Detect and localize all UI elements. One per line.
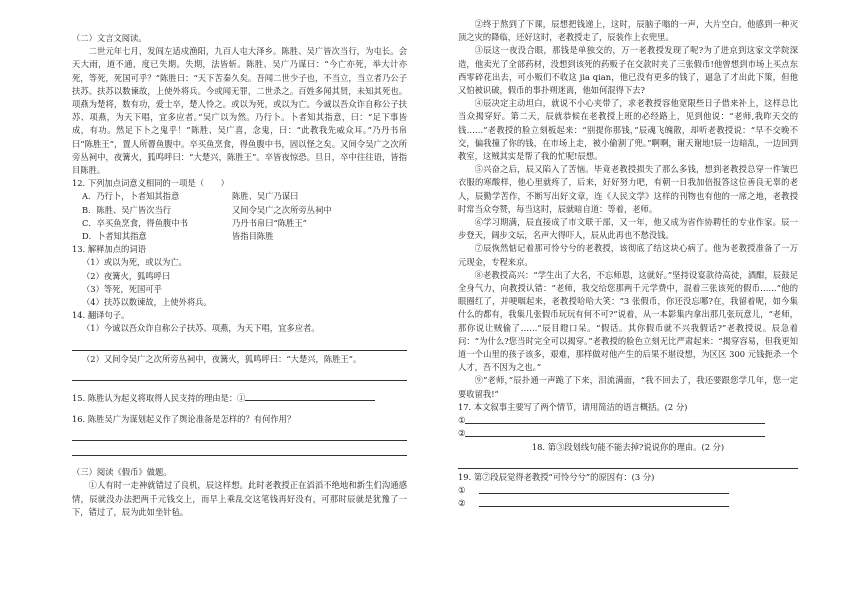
- circled-number: ①: [458, 415, 466, 426]
- q12-option-d-left: D．卜者知其指意: [82, 231, 147, 242]
- q17-answer-1: [458, 414, 798, 427]
- question-15: [72, 391, 407, 405]
- circled-number: ②: [458, 428, 466, 439]
- q19-answer-2: [458, 497, 798, 510]
- answer-blank[interactable]: [245, 391, 375, 401]
- story-paragraph-7: ⑦辰恢然惦记着那可怜兮兮的老教授，该彻底了结这块心病了。他为老教授准备了一万元现金，专程来京。: [458, 243, 798, 267]
- q19-answer-1: [458, 484, 798, 497]
- q14-item-2: （2）又间令吴广之次所旁丛祠中，夜篝火，狐鸣呼曰：“大楚兴，陈胜王”。: [82, 353, 362, 364]
- circled-number: ①: [458, 484, 466, 495]
- q13-item: （3）等死，死国可乎: [82, 283, 162, 294]
- right-column: [458, 18, 798, 510]
- q12-option-a-right: 陈胜、吴广乃谋曰: [232, 191, 299, 202]
- story-paragraph-1: ①人有时一走神就错过了良机，辰这样想。此时老教授正在滔滔不绝地和新生们沟通感情，辰就没办法把两千元钱交上，而早上乘乱交这笔钱再好没有，可那时辰就是犹豫了一下，错过了，辰为此如坐针毡。: [72, 480, 407, 517]
- answer-line[interactable]: [72, 338, 407, 351]
- answer-line[interactable]: [72, 428, 407, 441]
- answer-blank[interactable]: [465, 414, 765, 424]
- q12-option-c: [72, 217, 407, 230]
- question-15-text: 15. 陈胜认为起义将取得人民支持的理由是：①: [72, 392, 246, 403]
- q13-item: （4）扶苏以数谏故，上使外将兵。: [82, 297, 212, 308]
- left-column: [72, 32, 407, 519]
- answer-blank[interactable]: [465, 427, 765, 437]
- answer-line[interactable]: [72, 443, 407, 456]
- answer-blank[interactable]: [479, 497, 729, 507]
- story-paragraph-6: ⑥学习期满，辰直接成了市文联干部，又一年，他又成为省作协聘任的专业作家。辰一步登天，阔步文坛，名声大得吓人，辰从此再也不愁没钱。: [458, 217, 798, 241]
- q12-option-a-left: A．乃行卜，卜者知其指意: [82, 191, 180, 202]
- question-13-stem: 13. 解释加点的词语: [72, 244, 146, 255]
- question-14-stem: 14. 翻译句子。: [72, 310, 130, 321]
- q12-option-b-right: 又间令吴广之次所旁丛祠中: [232, 204, 332, 215]
- q12-option-c-left: C．卒买鱼烹食，得鱼腹中书: [82, 217, 188, 228]
- q13-item: （1）或以为死，或以为亡。: [82, 257, 187, 268]
- q12-option-d-right: 皆指目陈胜: [232, 231, 274, 242]
- answer-line[interactable]: [72, 368, 407, 381]
- section-3-title: （三）阅读《假币》做题。: [72, 467, 172, 478]
- section-2-title: （二）文言文阅读。: [72, 33, 147, 43]
- story-paragraph-9: ⑨“老师，”辰扑通一声跪了下来，泪流满面，“我不回去了，我还要跟您学几年，您一定要收留我!”: [458, 375, 798, 399]
- story-paragraph-4: ④辰决定主动坦白，就说不小心夹带了，求老教授容他宽限些日子借来补上，这样总比当众揭穿好。第二天，辰就恭候在老教授上班的必经路上，见到他说：“老师,我昨天交的钱……”老教授的脸立刻板起来：“别提你那钱，”辰魂飞魄散，却听老教授说：“早不交晚不交，偏我撞了你的钱，在市场上走，被小偷割了兜。”啊啊，谢天谢地!辰一边暗乱，一边回到教室，这贼其实是帮了我的忙呢!辰想。: [458, 98, 798, 162]
- circled-number: ②: [458, 498, 466, 509]
- story-paragraph-2: ②终于熬到了下课，辰想把钱递上，这时，辰脑子嗡的一声，大片空白，他感到一种灭顶之灾的降临，还好这时，老教授走了，辰装作上衣兜里。: [458, 19, 798, 43]
- q12-option-a: [72, 190, 407, 203]
- question-17: 17. 本文叙事主要写了两个情节，请用简洁的语言概括。(2 分): [458, 401, 688, 412]
- story-paragraph-8: ⑧老教授高兴：“学生出了大名，不忘师恩，这就好。”坚持设宴款待高徒，酒酣，辰鼓足全身气力，向教授认错：“老师，我交给您那两千元学费中，混着三张该死的假币……”他的眼圈红了，并哽咽起来，老教授哈哈大笑：“3 张假币，你还没忘哪?在，我留着呢，如今集什么的都有，我集几张假币玩玩有何不可?”说着，从一本影集内拿出那几张玩意儿，“老师，那你说让贼偷了……”辰目瞪口呆。“假话。其你假币就不兴我假话?”老教授说。辰急着问：“为什么?您当时完全可以揭穿。”老教授的脸色立刻无比严肃起来：“揭穿容易，但我更知道一个山里的孩子该多，艰难，那样做对他产生的后果不堪设想，为区区 300 元钱扼杀一个人才，吾不因为之也。”: [458, 269, 798, 373]
- q12-option-d: [72, 230, 407, 243]
- question-18: 18. 第③段划线句能不能去掉?说说你的理由。(2 分): [531, 441, 725, 452]
- answer-blank[interactable]: [479, 484, 729, 494]
- q12-option-b: [72, 204, 407, 217]
- classical-passage: 二世元年七月，发闾左适戍渔阳，九百人屯大泽乡。陈胜、吴广皆次当行，为屯长。会天大雨，道不通，度已失期。失期，法皆斩。陈胜、吴广乃谋曰：“今亡亦死，举大计亦死，等死，死国可乎？”陈胜曰：“天下苦秦久矣。吾闻二世少子也，不当立，当立者乃公子扶苏。扶苏以数谏故，上使外将兵。今或闻无罪，二世杀之。百姓多闻其贤，未知其死也。项燕为楚将，数有功，爱士卒，楚人怜之。或以为死，或以为亡。今诚以吾众诈自称公子扶苏、项燕，为天下唱，宜多应者。”吴广以为然。乃行卜。卜者知其指意，曰：“足下事皆成，有功。然足下卜之鬼乎！”陈胜、吴广喜，念鬼，曰：“此教我先威众耳。”乃丹书帛曰“陈胜王”，置人所罾鱼腹中。卒买鱼烹食，得鱼腹中书，固以怪之矣。又间令吴广之次所旁丛祠中，夜篝火，狐鸣呼曰：“大楚兴，陈胜王”。卒皆夜惊恐。旦日，卒中往往语，皆指目陈胜。: [72, 46, 407, 176]
- question-12-stem: 12. 下列加点词意义相同的一项是（ ）: [72, 178, 229, 189]
- story-paragraph-5: ⑤兴奋之后，辰又陷入了苦恼。毕竟老教授损失了那么多钱，想到老教授总穿一件皱巴衣服的寒酸样，他心里就疼了，后来，好好努力吧，有朝一日我加倍报答这位善良无辜的老人，辰勤学苦作，不断写出好文章，连《人民文学》这样的刊物也有他的一席之地，老教授时常当众夸赞，每当这时，辰就暗自道：等着，老师。: [458, 164, 798, 214]
- question-19: 19. 第⑦段辰觉得老教授“可怜兮兮”的原因有：(3 分): [458, 471, 655, 482]
- q14-item-1: （1）今诚以吾众诈自称公子扶苏、项燕，为天下唱，宜多应者。: [82, 323, 320, 334]
- q12-option-b-left: B．陈胜、吴广皆次当行: [82, 204, 172, 215]
- q17-answer-2: [458, 427, 798, 440]
- question-16: 16. 陈胜吴广为谋划起义作了舆论准备是怎样的？有何作用？: [72, 414, 296, 425]
- answer-line[interactable]: [458, 456, 798, 469]
- q12-option-c-right: 乃丹书帛曰“陈胜王”: [232, 217, 307, 228]
- story-paragraph-3: ③辰这一夜没合眼，那钱是单独交的，万一老教授发现了呢?为了进京到这家文学院深造，他卖光了全部药材，没想到该死的药贩子在交款时夹了三张假币!他曾想到市场上买点东西零碎花出去，可小贩们不收这 jia qian，他已没有更多的钱了，逼急了才出此下策，但他又怕被识破，假币的事扑朔迷离，他如何混得下去?: [458, 45, 798, 96]
- q13-item: （2）夜篝火，狐鸣呼曰: [82, 270, 171, 281]
